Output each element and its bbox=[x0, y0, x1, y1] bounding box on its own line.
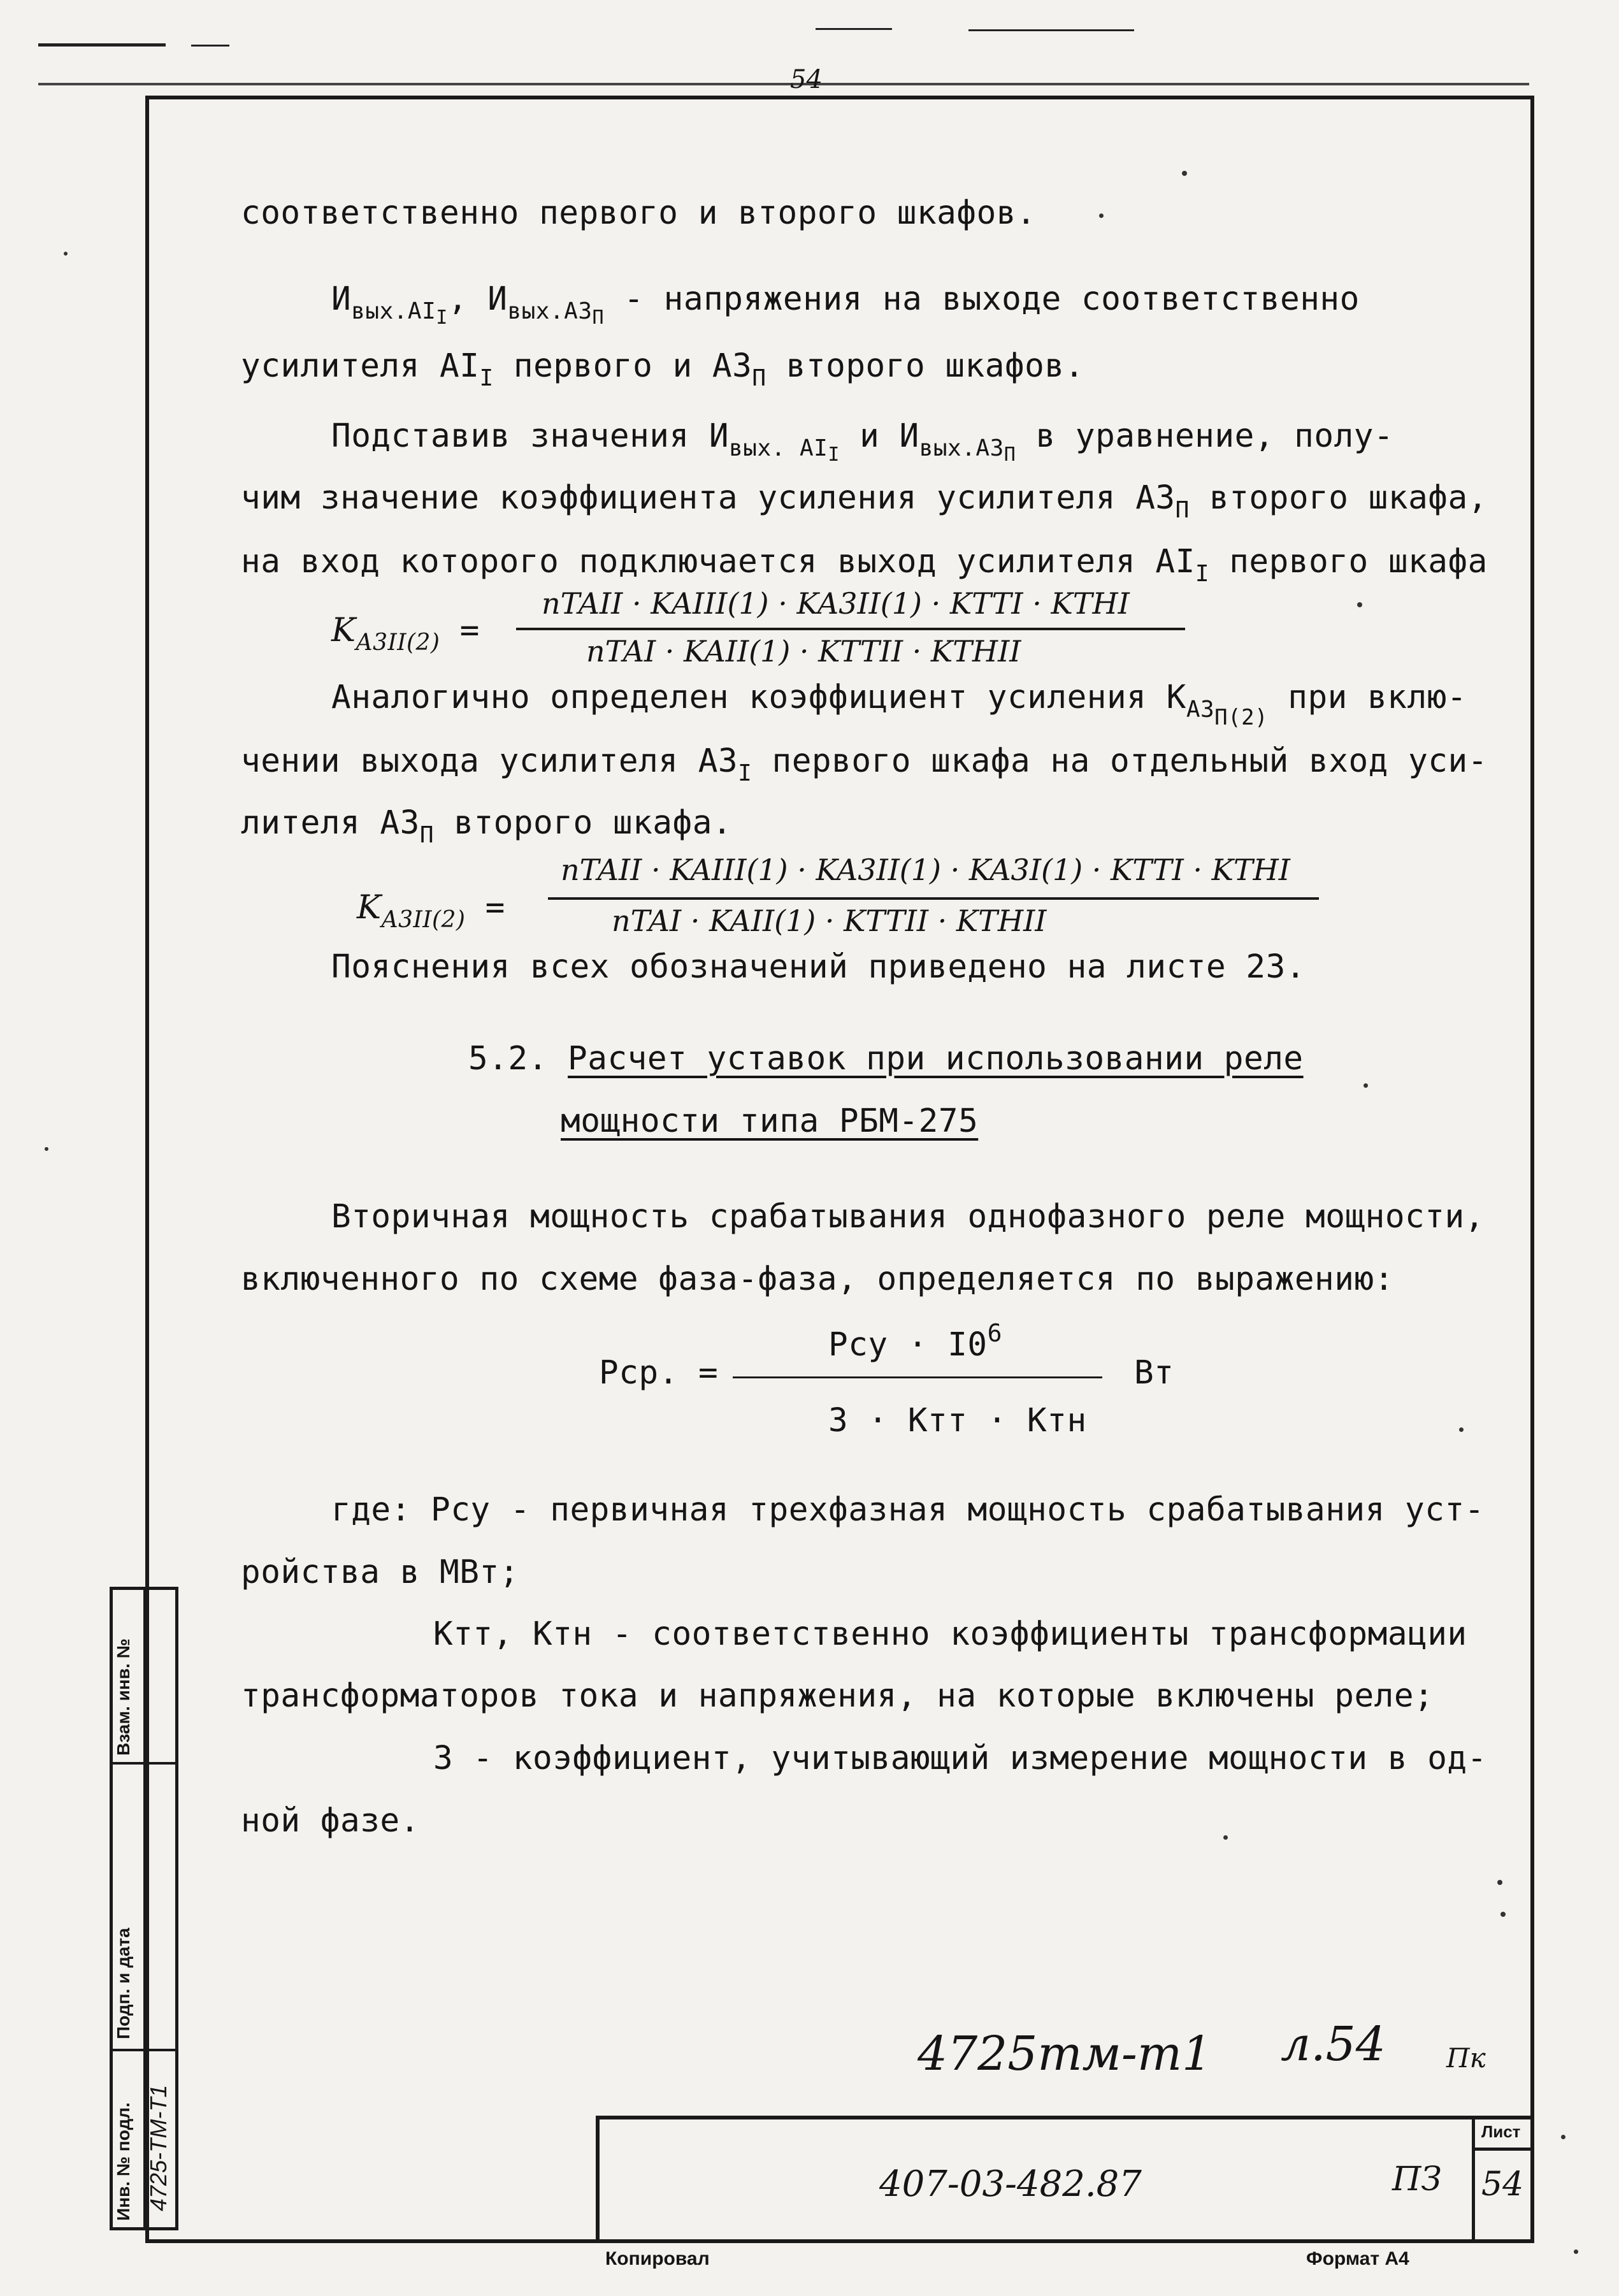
section-title-line-2: мощности типа РБМ-275 bbox=[561, 1102, 979, 1140]
scan-speck bbox=[45, 1147, 48, 1151]
section-code: ПЗ bbox=[1392, 2160, 1442, 2199]
scan-speck bbox=[1182, 171, 1187, 176]
sidebar-divider bbox=[113, 2049, 176, 2051]
sidebar-label-sign-date: Подп. и дата bbox=[113, 1928, 133, 2039]
section-number: 5.2. bbox=[468, 1040, 548, 1078]
formula-3-fraction-bar bbox=[733, 1376, 1102, 1378]
formula-3-denominator: 3 · Ктт · Ктн bbox=[828, 1402, 1087, 1440]
scan-speck bbox=[64, 252, 68, 256]
formula-1-numerator: nTAII · KAIII(1) · KA3II(1) · KTTI · KTHI bbox=[542, 586, 1130, 621]
title-block-divider bbox=[1472, 2148, 1534, 2151]
sidebar-divider bbox=[113, 1762, 176, 1765]
sidebar-inv-value: 4725-ТМ-Т1 bbox=[145, 2084, 171, 2211]
text-line: усилителя $AI_I$ первого и $A3_П$ второго шкафов. bbox=[241, 347, 1084, 391]
scan-speck bbox=[1500, 1912, 1506, 1917]
scan-speck bbox=[1574, 2249, 1578, 2254]
scan-speck bbox=[1561, 2135, 1565, 2139]
text-line: на вход которого подключается выход усилителя $AI_I$ первого шкафа bbox=[241, 543, 1488, 587]
section-title-line-1: Расчет уставок при использовании реле bbox=[568, 1040, 1304, 1078]
scan-speck bbox=[1497, 1880, 1502, 1885]
sidebar-label-inv-no: Инв. № подл. bbox=[113, 2102, 133, 2221]
formula-1-fraction-bar bbox=[516, 628, 1185, 630]
scan-speck bbox=[1099, 213, 1104, 218]
formula-3-numerator: Рсу · $I0^6$ bbox=[828, 1319, 1003, 1364]
sidebar-label-vzam-inv: Взам. инв. № bbox=[113, 1638, 133, 1756]
sheet-label: Лист bbox=[1481, 2122, 1521, 2141]
text-line: лителя $A3_П$ второго шкафа. bbox=[241, 804, 733, 848]
formula-1-lhs: $K_{A3II(2)}$ = bbox=[331, 612, 480, 656]
top-scan-line bbox=[816, 28, 892, 30]
text-line: $И_{вых.AII}$, $И_{вых.A3П}$ - напряжения на выходе соответственно bbox=[331, 280, 1360, 329]
text-line: трансформаторов тока и напряжения, на которые включены реле; bbox=[241, 1677, 1434, 1715]
text-line: Пояснения всех обозначений приведено на листе 23. bbox=[331, 948, 1306, 986]
section-heading bbox=[561, 1102, 978, 1140]
formula-3-lhs: Рср. = bbox=[599, 1354, 719, 1392]
text-line: чим значение коэффициента усиления усилителя $A3_П$ второго шкафа, bbox=[241, 479, 1488, 523]
handwritten-initials: Пк bbox=[1446, 2042, 1486, 2074]
text-line: Вторичная мощность срабатывания однофазного реле мощности, bbox=[331, 1198, 1485, 1236]
text-line: где: Рсу - первичная трехфазная мощность срабатывания уст- bbox=[331, 1491, 1485, 1529]
section-heading bbox=[468, 1040, 1304, 1078]
text-line: ной фазе. bbox=[241, 1802, 420, 1840]
copied-label: Копировал bbox=[605, 2248, 710, 2269]
text-line: Ктт, Ктн - соответственно коэффициенты трансформации bbox=[433, 1615, 1467, 1653]
formula-2-lhs: $K_{A3II(2)}$ = bbox=[357, 889, 505, 933]
text-line: чении выхода усилителя $A3_I$ первого шкафа на отдельный вход уси- bbox=[241, 742, 1488, 786]
top-scan-line bbox=[38, 83, 1529, 85]
scan-speck bbox=[1364, 1083, 1368, 1088]
formula-1-denominator: nTAI · KAII(1) · KTTII · KTHII bbox=[586, 634, 1021, 668]
formula-2-denominator: nTAI · KAII(1) · KTTII · KTHII bbox=[612, 904, 1047, 938]
formula-3-unit: Вт bbox=[1134, 1354, 1174, 1392]
sheet-number: 54 bbox=[1481, 2165, 1524, 2204]
text-line: соответственно первого и второго шкафов. bbox=[241, 194, 1037, 232]
top-scan-line bbox=[968, 29, 1134, 31]
top-scan-line bbox=[38, 43, 166, 47]
document-number: 407-03-482.87 bbox=[879, 2163, 1142, 2205]
scan-speck bbox=[1357, 602, 1362, 607]
text-line: 3 - коэффициент, учитывающий измерение мощности в од- bbox=[433, 1740, 1487, 1777]
handwritten-sheet-ref: л.54 bbox=[1281, 2017, 1386, 2072]
formula-2-fraction-bar bbox=[548, 897, 1319, 900]
text-line: Аналогично определен коэффициент усиления $K_{A3П(2)}$ при вклю- bbox=[331, 679, 1467, 730]
top-page-number: 54 bbox=[790, 65, 823, 94]
formula-2-numerator: nTAII · KAIII(1) · KA3II(1) · KA3I(1) · KTTI · KTHI bbox=[561, 853, 1290, 887]
scan-speck bbox=[1459, 1427, 1464, 1432]
handwritten-doc-code: 4725тм-т1 bbox=[917, 2026, 1212, 2081]
format-label: Формат А4 bbox=[1306, 2248, 1409, 2269]
scan-speck bbox=[1223, 1835, 1228, 1840]
text-line: ройства в МВт; bbox=[241, 1554, 519, 1591]
text-line: Подставив значения $И_{вых. AII}$ и $И_{вых.A3П}$ в уравнение, полу- bbox=[331, 417, 1394, 466]
top-scan-line bbox=[191, 45, 229, 47]
text-line: включенного по схеме фаза-фаза, определяется по выражению: bbox=[241, 1260, 1394, 1298]
